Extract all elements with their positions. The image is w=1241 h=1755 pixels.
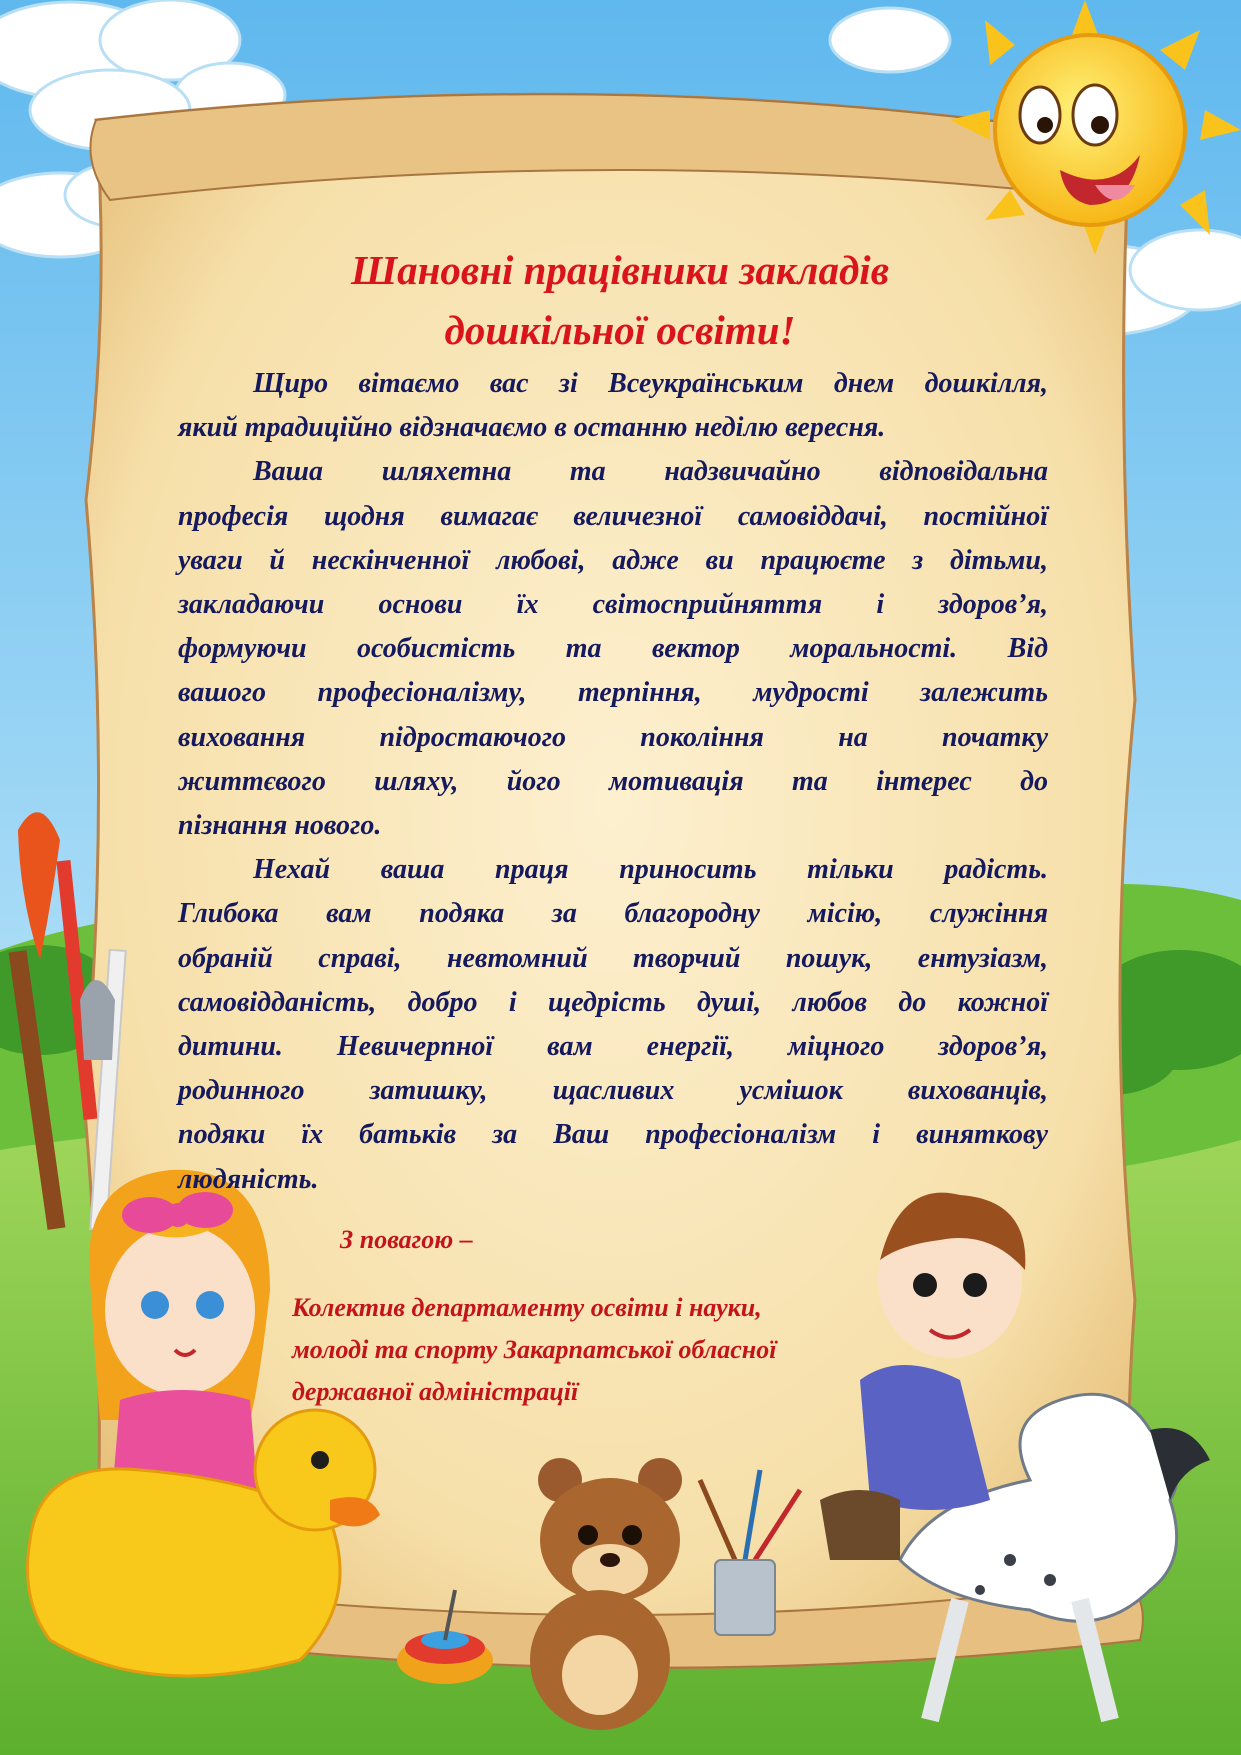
- text-line: Щиро вітаємо вас зі Всеукраїнським днем дошкілля,: [253, 368, 1048, 399]
- signature-line: молоді та спорту Закарпатської обласної: [292, 1335, 777, 1364]
- greeting-paragraph-2: [178, 450, 1048, 848]
- greeting-body: [178, 362, 1048, 1202]
- text-line: самовідданість, добро і щедрість душі, любов до кожної: [178, 986, 1048, 1018]
- text-line: уваги й нескінченної любові, адже ви працюєте з дітьми,: [178, 544, 1048, 576]
- text-line: виховання підростаючого покоління на початку: [178, 721, 1048, 753]
- text-line: вашого професіоналізму, терпіння, мудрості залежить: [178, 677, 1048, 709]
- greeting-title-line-2: дошкільної освіти!: [444, 307, 796, 353]
- greeting-paragraph-1: [178, 362, 1048, 450]
- text-line: формуючи особистість та вектор моральності. Від: [178, 633, 1048, 665]
- text-line: Глибока вам подяка за благородну місію, служіння: [178, 898, 1048, 930]
- signature-line: державної адміністрації: [292, 1377, 579, 1406]
- text-line: обраній справі, невтомний творчий пошук, ентузіазм,: [178, 942, 1048, 974]
- regards-line: З повагою –: [340, 1225, 473, 1254]
- text-line: Нехай ваша праця приносить тільки радість.: [253, 854, 1048, 886]
- text-line: дитини. Невичерпної вам енергії, міцного здоров’я,: [178, 1031, 1048, 1063]
- text-line: подяки їх батьків за Ваш професіоналізм і виняткову: [178, 1119, 1048, 1151]
- text-line: життєвого шляху, його мотивація та інтерес до: [178, 765, 1048, 797]
- text-line: професія щодня вимагає величезної самовіддачі, постійної: [178, 500, 1048, 532]
- text-line: людяність.: [178, 1163, 319, 1195]
- text-line: Ваша шляхетна та надзвичайно відповідальна: [253, 456, 1048, 488]
- signature-line: Колектив департаменту освіти і науки,: [292, 1293, 762, 1322]
- greeting-paragraph-3: [178, 848, 1048, 1202]
- greeting-title-line-1: Шановні працівники закладів: [350, 247, 890, 293]
- text-line: родинного затишку, щасливих усмішок вихованців,: [178, 1075, 1048, 1107]
- text-line: закладаючи основи їх світосприйняття і здоров’я,: [178, 589, 1048, 621]
- text-line: пізнання нового.: [178, 810, 382, 842]
- signature-block: [292, 1287, 776, 1413]
- text-line: який традиційно відзначаємо в останню неділю вересня.: [178, 412, 886, 444]
